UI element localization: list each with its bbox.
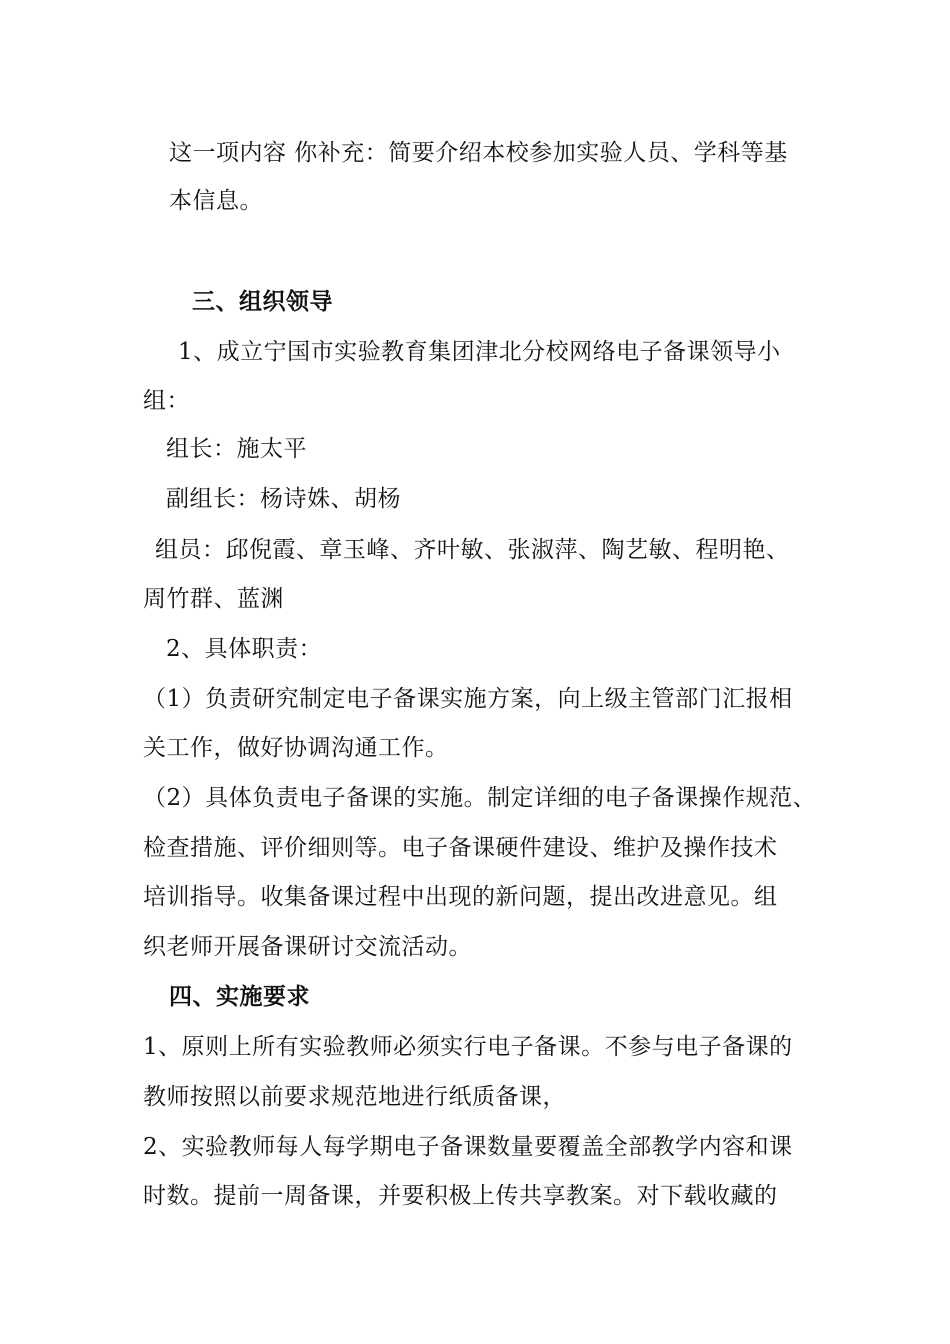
duty-2-line-4: 织老师开展备课研讨交流活动。 — [143, 934, 472, 960]
section-3-item-1-line-2: 组： — [143, 388, 190, 414]
requirement-1-line-2: 教师按照以前要求规范地进行纸质备课， — [143, 1084, 566, 1110]
section-3-item-2: 2、具体职责： — [166, 636, 323, 662]
section-3-item-1-line-1: 1、成立宁国市实验教育集团津北分校网络电子备课领导小 — [178, 339, 781, 365]
deputy-leaders: 副组长：杨诗姝、胡杨 — [166, 486, 401, 512]
duty-2-line-1: （2）具体负责电子备课的实施。制定详细的电子备课操作规范、 — [143, 785, 817, 811]
duty-2-line-2: 检查措施、评价细则等。电子备课硬件建设、维护及操作技术 — [143, 835, 778, 861]
duty-2-line-3: 培训指导。收集备课过程中出现的新问题，提出改进意见。组 — [143, 884, 778, 910]
members-line-1: 组员：邱倪霞、章玉峰、齐叶敏、张淑萍、陶艺敏、程明艳、 — [155, 537, 790, 563]
intro-line-1: 这一项内容 你补充：简要介绍本校参加实验人员、学科等基 — [169, 140, 788, 166]
section-3-heading: 三、组织领导 — [192, 288, 333, 315]
requirement-2-line-1: 2、实验教师每人每学期电子备课数量要覆盖全部教学内容和课 — [143, 1134, 793, 1160]
group-leader: 组长：施太平 — [166, 436, 307, 462]
requirement-1-line-1: 1、原则上所有实验教师必须实行电子备课。不参与电子备课的 — [143, 1034, 793, 1060]
duty-1-line-1: （1）负责研究制定电子备课实施方案，向上级主管部门汇报相 — [143, 686, 793, 712]
requirement-2-line-2: 时数。提前一周备课，并要积极上传共享教案。对下载收藏的 — [143, 1183, 778, 1209]
intro-line-2: 本信息。 — [169, 188, 263, 214]
duty-1-line-2: 关工作，做好协调沟通工作。 — [143, 735, 449, 761]
members-line-2: 周竹群、蓝渊 — [143, 586, 284, 612]
section-4-heading: 四、实施要求 — [169, 983, 310, 1010]
